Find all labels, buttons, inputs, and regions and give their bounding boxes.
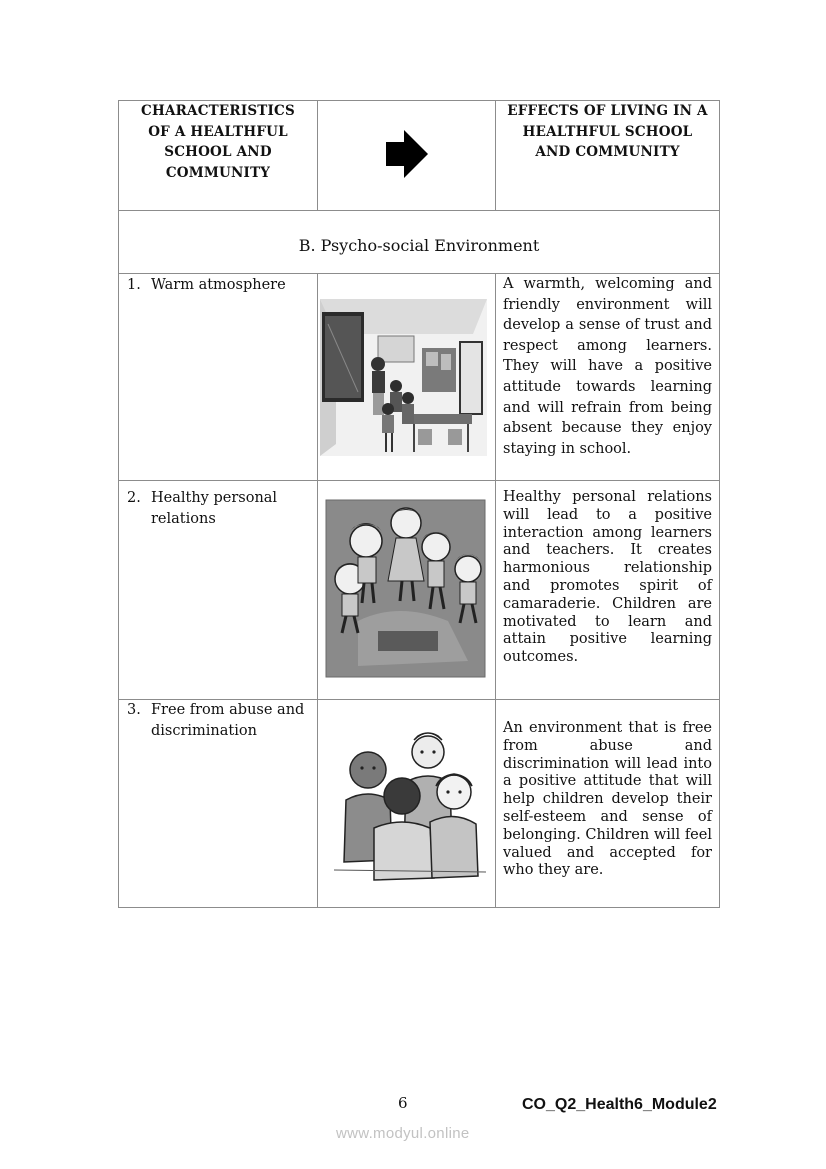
table-row bbox=[119, 274, 720, 481]
illustration-cell bbox=[318, 700, 496, 908]
section-title: B. Psycho-social Environment bbox=[298, 236, 540, 255]
effect-text: A warmth, welcoming and friendly environment will develop a sense of trust and respect among learners. They will have a positive attitude towards learning and will refrain from being absent because they enjoy staying in school. bbox=[503, 276, 712, 457]
item-number: 2. bbox=[127, 490, 141, 506]
characteristics-effects-table bbox=[118, 100, 720, 908]
characteristic-cell bbox=[119, 481, 318, 700]
effect-cell bbox=[496, 481, 720, 700]
header-cell-characteristics bbox=[119, 101, 318, 211]
header-characteristics: CHARACTERISTICS OF A HEALTHFUL SCHOOL AND COMMUNITY bbox=[141, 103, 295, 181]
module-code: CO_Q2_Health6_Module2 bbox=[522, 1096, 717, 1113]
table-header-row bbox=[119, 101, 720, 211]
characteristic-cell bbox=[119, 274, 318, 481]
header-cell-arrow bbox=[318, 101, 496, 211]
children-playing-illustration bbox=[318, 481, 496, 698]
item-number: 1. bbox=[127, 277, 141, 293]
effect-cell bbox=[496, 274, 720, 481]
page-number: 6 bbox=[398, 1094, 408, 1112]
table-row bbox=[119, 481, 720, 700]
header-cell-effects bbox=[496, 101, 720, 211]
table-row bbox=[119, 700, 720, 908]
diverse-children-group-illustration bbox=[318, 700, 496, 906]
characteristic-text: Free from abuse and discrimination bbox=[151, 702, 305, 739]
effect-cell bbox=[496, 700, 720, 908]
characteristic-item bbox=[119, 481, 317, 529]
effect-text: An environment that is free from abuse and discrimination will lead into a positive attitude that will help children develop their self-esteem and sense of belonging. Children will feel valued and accepted for who they are. bbox=[503, 720, 712, 879]
characteristic-text: Warm atmosphere bbox=[151, 277, 286, 293]
item-number: 3. bbox=[127, 702, 141, 718]
characteristic-item bbox=[119, 700, 317, 741]
header-effects: EFFECTS OF LIVING IN A HEALTHFUL SCHOOL AND COMMUNITY bbox=[507, 103, 708, 160]
section-cell bbox=[119, 211, 720, 274]
characteristic-text: Healthy personal relations bbox=[151, 490, 278, 527]
watermark: www.modyul.online bbox=[336, 1125, 470, 1142]
effect-text: Healthy personal relations will lead to a positive interaction among learners and teachers. It creates harmonious relationship and promotes spirit of camaraderie. Children are motivated to learn and attain positive learning outcomes. bbox=[503, 489, 712, 666]
illustration-cell bbox=[318, 274, 496, 481]
characteristic-item bbox=[119, 274, 317, 296]
section-row bbox=[119, 211, 720, 274]
illustration-cell bbox=[318, 481, 496, 700]
characteristic-cell bbox=[119, 700, 318, 908]
right-arrow-icon bbox=[318, 101, 496, 206]
classroom-teacher-children-illustration bbox=[318, 274, 496, 479]
